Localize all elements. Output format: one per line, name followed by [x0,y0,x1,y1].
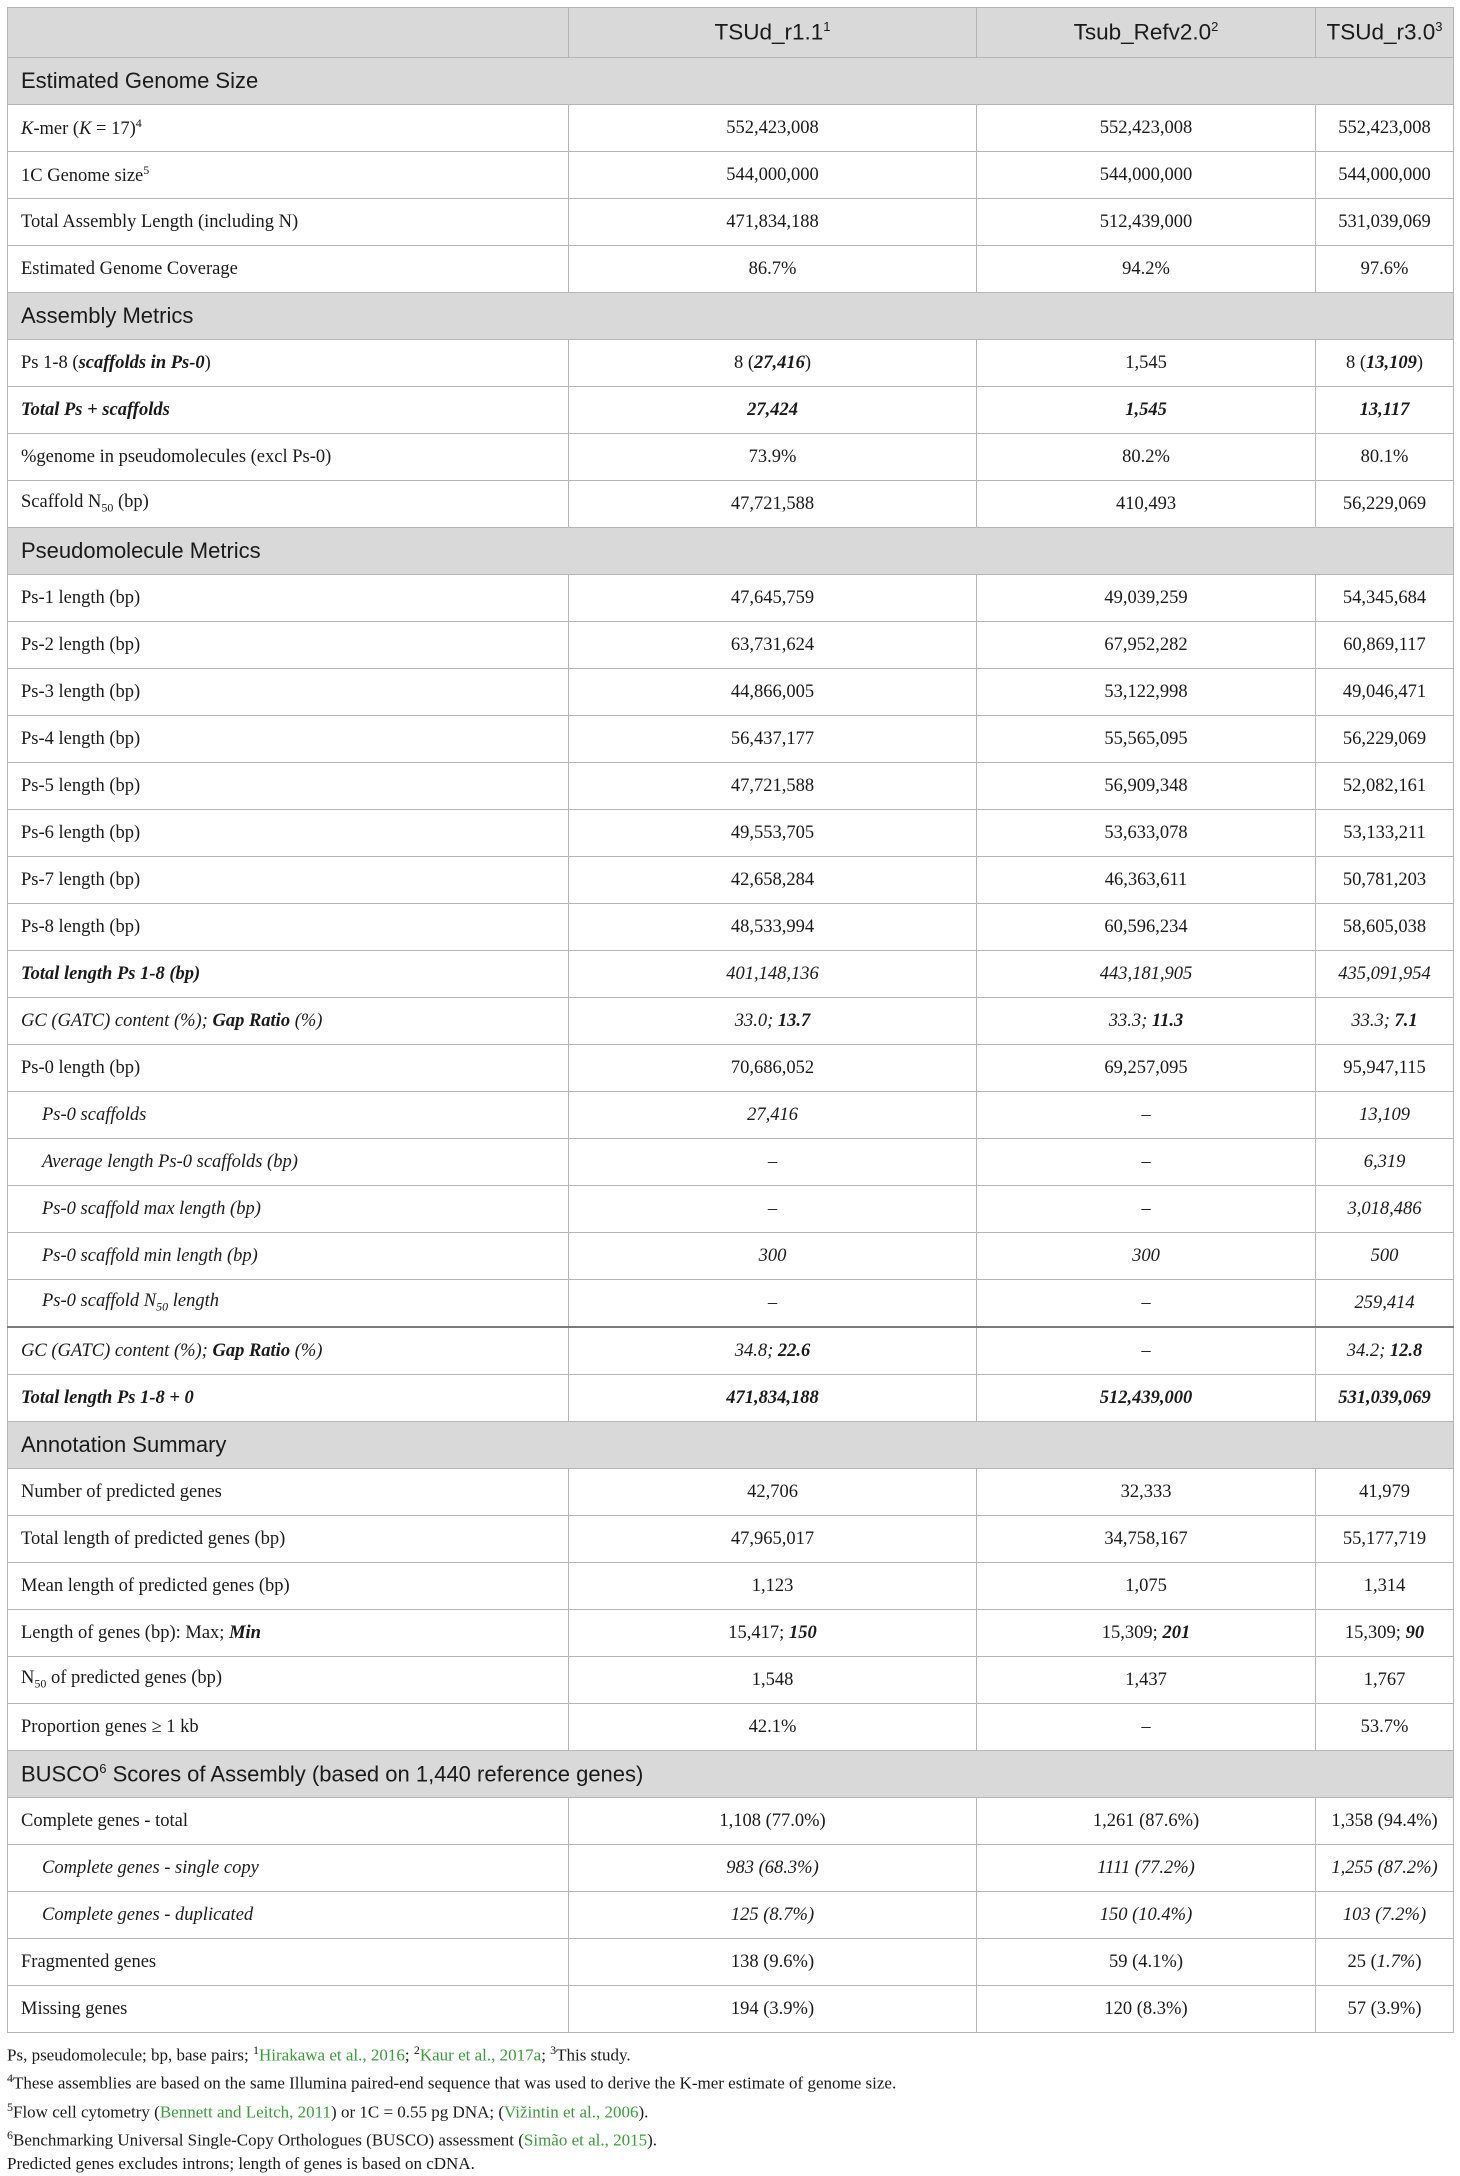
cell-tsud-r3: 1,314 [1316,1563,1454,1610]
table-row [8,1186,1454,1233]
table-row [8,1563,1454,1610]
cell-tsud-r1: 42,706 [569,1469,977,1516]
cell-tsud-r1: 1,108 (77.0%) [569,1798,977,1845]
section-busco-scores [8,1751,1454,1798]
value-part: 201 [1162,1622,1191,1643]
row-label: Total length Ps 1-8 (bp) [8,951,569,998]
row-label: Ps-4 length (bp) [8,716,569,763]
cell-tsud-r1: 194 (3.9%) [569,1986,977,2033]
cell-tsud-r1: 42,658,284 [569,857,977,904]
row-label: Total Assembly Length (including N) [8,199,569,246]
label-part: GC (GATC) content (%); [21,1010,213,1031]
table-row [8,716,1454,763]
cell-tsub-refv2: 67,952,282 [977,622,1316,669]
table-row [8,340,1454,387]
cell-tsud-r3 [1316,1610,1454,1657]
value-part: 13.7 [777,1010,811,1031]
cell-tsub-refv2: 32,333 [977,1469,1316,1516]
cell-tsub-refv2: 1,075 [977,1563,1316,1610]
row-label [8,1610,569,1657]
cell-tsud-r3: 500 [1316,1233,1454,1280]
table-container [7,7,1453,2176]
row-label: Complete genes - duplicated [8,1892,569,1939]
footnote-4 [7,2067,1453,2095]
row-label: Average length Ps-0 scaffolds (bp) [8,1139,569,1186]
label-part: = 17) [91,119,136,140]
cell-tsub-refv2: 55,565,095 [977,716,1316,763]
cell-tsud-r1: 471,834,188 [569,199,977,246]
section-assembly-metrics: Assembly Metrics [8,293,1454,340]
label-part: 50 [156,1299,169,1314]
label-part: 50 [34,1676,47,1691]
table-row [8,1610,1454,1657]
cell-tsub-refv2 [977,998,1316,1045]
citation-link[interactable]: Simão et al., 2015 [523,2130,648,2150]
row-label [8,340,569,387]
cell-tsud-r1: 300 [569,1233,977,1280]
section-row [8,1422,1454,1469]
cell-tsud-r1: 47,965,017 [569,1516,977,1563]
cell-tsud-r3: 80.1% [1316,434,1454,481]
footnote-text: ) or 1C = 0.55 pg DNA; ( [331,2102,505,2122]
footnote-ref: 6 [7,2127,13,2142]
table-row [8,1986,1454,2033]
footnote-text: ). [647,2130,658,2150]
citation-link[interactable]: Bennett and Leitch, 2011 [159,2102,332,2122]
footnote-6 [7,2124,1453,2152]
label-part: -mer ( [33,119,80,140]
cell-tsud-r3: 56,229,069 [1316,716,1454,763]
cell-tsub-refv2: 60,596,234 [977,904,1316,951]
header-tsud-r3-label: TSUd_r3.0 [1326,19,1436,45]
table-row [8,199,1454,246]
footnote-text: Flow cell cytometry ( [13,2102,160,2122]
cell-tsud-r3: 3,018,486 [1316,1186,1454,1233]
header-tsud-r1-label: TSUd_r1.1 [714,19,824,45]
table-row [8,246,1454,293]
cell-tsub-refv2: 1,261 (87.6%) [977,1798,1316,1845]
row-label: Complete genes - single copy [8,1845,569,1892]
value-part: 13,109 [1366,352,1417,373]
cell-tsud-r3: 103 (7.2%) [1316,1892,1454,1939]
cell-tsub-refv2: 69,257,095 [977,1045,1316,1092]
value-part: 150 [788,1622,817,1643]
cell-tsud-r1: 471,834,188 [569,1375,977,1422]
value-part: 7.1 [1394,1010,1418,1031]
cell-tsud-r3: 56,229,069 [1316,481,1454,528]
value-part: 90 [1405,1622,1425,1643]
table-row [8,1327,1454,1375]
value-part: 33.3; [1108,1010,1152,1031]
value-part: 33.3; [1351,1010,1395,1031]
row-label [8,1327,569,1375]
cell-tsub-refv2: 94.2% [977,246,1316,293]
row-label [8,105,569,152]
table-row [8,622,1454,669]
footnote-text: This study. [556,2045,631,2065]
cell-tsud-r3: 13,109 [1316,1092,1454,1139]
label-part: N [21,1668,35,1689]
table-row [8,1375,1454,1422]
cell-tsud-r3: 259,414 [1316,1280,1454,1328]
citation-link[interactable]: Vižintin et al., 2006 [504,2102,639,2122]
table-row [8,1939,1454,1986]
label-part: 50 [101,500,114,515]
value-part: 33.0; [734,1010,778,1031]
cell-tsud-r3 [1316,1327,1454,1375]
cell-tsub-refv2: 59 (4.1%) [977,1939,1316,1986]
cell-tsud-r1: 86.7% [569,246,977,293]
table-row [8,669,1454,716]
table-row [8,1892,1454,1939]
footnote-text: ). [638,2102,649,2122]
table-row [8,763,1454,810]
cell-tsub-refv2: 544,000,000 [977,152,1316,199]
header-row [8,8,1454,58]
row-label: Ps-8 length (bp) [8,904,569,951]
cell-tsud-r1: 44,866,005 [569,669,977,716]
label-part: K [79,119,92,140]
label-part: scaffolds in Ps-0 [78,352,205,373]
footnote-text: ; [404,2045,414,2065]
cell-tsub-refv2: – [977,1139,1316,1186]
row-label [8,998,569,1045]
cell-tsub-refv2 [977,1610,1316,1657]
footnote-ref: 1 [253,2043,259,2057]
footnote-ref: 5 [7,2099,13,2114]
label-part: Ps 1-8 ( [21,352,79,373]
row-label: Number of predicted genes [8,1469,569,1516]
footnote-ref: 4 [7,2071,13,2086]
row-label [8,1657,569,1704]
cell-tsud-r1: 48,533,994 [569,904,977,951]
cell-tsub-refv2: 80.2% [977,434,1316,481]
table-row [8,857,1454,904]
cell-tsud-r1: 63,731,624 [569,622,977,669]
table-row [8,1045,1454,1092]
row-label: Total Ps + scaffolds [8,387,569,434]
footnote-ref: 2 [1211,19,1219,35]
label-part: length [168,1291,219,1312]
cell-tsud-r1: 42.1% [569,1704,977,1751]
row-label: Ps-1 length (bp) [8,575,569,622]
cell-tsub-refv2: 512,439,000 [977,199,1316,246]
value-part: 8 ( [1345,352,1366,373]
cell-tsub-refv2: 49,039,259 [977,575,1316,622]
row-label [8,152,569,199]
cell-tsub-refv2: 410,493 [977,481,1316,528]
cell-tsud-r1: 73.9% [569,434,977,481]
cell-tsud-r3: 6,319 [1316,1139,1454,1186]
footnote-text: These assemblies are based on the same Illumina paired-end sequence that was used to derive the K-mer estimate of genome size. [13,2073,897,2093]
cell-tsub-refv2: 1,437 [977,1657,1316,1704]
cell-tsud-r3: 97.6% [1316,246,1454,293]
row-label: %genome in pseudomolecules (excl Ps-0) [8,434,569,481]
table-row [8,387,1454,434]
value-part: 22.6 [777,1340,811,1361]
table-row [8,575,1454,622]
row-label: Proportion genes ≥ 1 kb [8,1704,569,1751]
cell-tsud-r1 [569,340,977,387]
cell-tsud-r1: 47,721,588 [569,481,977,528]
table-row [8,1092,1454,1139]
cell-tsud-r3: 57 (3.9%) [1316,1986,1454,2033]
cell-tsub-refv2: 56,909,348 [977,763,1316,810]
label-part: ) [204,352,211,373]
cell-tsub-refv2: 34,758,167 [977,1516,1316,1563]
cell-tsub-refv2: – [977,1092,1316,1139]
label-part: Scores of Assembly (based on 1,440 reference genes) [106,1761,644,1787]
footnote-ref: 5 [143,162,150,177]
table-row [8,1280,1454,1328]
label-part: Ps-0 scaffold N [42,1291,157,1312]
cell-tsud-r3: 531,039,069 [1316,199,1454,246]
cell-tsub-refv2: 1111 (77.2%) [977,1845,1316,1892]
value-part: ) [1416,352,1424,373]
footnote-ref: 6 [99,1760,107,1776]
table-row [8,1469,1454,1516]
cell-tsub-refv2: 53,633,078 [977,810,1316,857]
header-tsud-r1 [569,8,977,58]
cell-tsud-r3: 53.7% [1316,1704,1454,1751]
cell-tsud-r3: 52,082,161 [1316,763,1454,810]
value-part: 34.2; [1346,1340,1390,1361]
row-label: Total length of predicted genes (bp) [8,1516,569,1563]
table-row [8,1139,1454,1186]
label-part: (%) [290,1010,323,1031]
cell-tsud-r3: 1,358 (94.4%) [1316,1798,1454,1845]
footnote-7: Predicted genes excludes introns; length of genes is based on cDNA. [7,2154,475,2173]
cell-tsud-r1: 1,548 [569,1657,977,1704]
label-part: of predicted genes (bp) [46,1668,223,1689]
cell-tsud-r1 [569,1610,977,1657]
cell-tsub-refv2: 1,545 [977,387,1316,434]
section-row [8,1751,1454,1798]
cell-tsud-r1: 56,437,177 [569,716,977,763]
cell-tsud-r1: – [569,1186,977,1233]
cell-tsud-r1: 47,645,759 [569,575,977,622]
cell-tsub-refv2: 552,423,008 [977,105,1316,152]
footnote-text: Ps, pseudomolecule; bp, base pairs; [7,2045,253,2065]
value-part: 15,309; [1344,1622,1406,1643]
cell-tsud-r3: 552,423,008 [1316,105,1454,152]
table-row [8,1704,1454,1751]
row-label [8,481,569,528]
cell-tsud-r1: 552,423,008 [569,105,977,152]
row-label: Ps-5 length (bp) [8,763,569,810]
cell-tsud-r1: 47,721,588 [569,763,977,810]
row-label: Total length Ps 1-8 + 0 [8,1375,569,1422]
value-part: ) [1415,1951,1422,1972]
cell-tsud-r1: – [569,1280,977,1328]
value-part: 8 ( [733,352,754,373]
cell-tsud-r1: 27,416 [569,1092,977,1139]
table-row [8,904,1454,951]
cell-tsud-r3: 95,947,115 [1316,1045,1454,1092]
header-blank [8,8,569,58]
value-part: 15,417; [728,1622,789,1643]
row-label: Ps-2 length (bp) [8,622,569,669]
value-part: 12.8 [1389,1340,1423,1361]
table-row [8,481,1454,528]
cell-tsub-refv2: 443,181,905 [977,951,1316,998]
row-label: Ps-3 length (bp) [8,669,569,716]
label-part: Gap Ratio [212,1340,291,1361]
cell-tsub-refv2: – [977,1186,1316,1233]
table-row [8,951,1454,998]
cell-tsud-r1: 27,424 [569,387,977,434]
cell-tsud-r1: 49,553,705 [569,810,977,857]
cell-tsud-r3: 50,781,203 [1316,857,1454,904]
table-footnotes [7,2039,1453,2176]
label-part: (%) [290,1340,323,1361]
table-row [8,810,1454,857]
cell-tsud-r3: 1,255 (87.2%) [1316,1845,1454,1892]
cell-tsud-r3: 13,117 [1316,387,1454,434]
section-row [8,58,1454,105]
section-genome-size: Estimated Genome Size [8,58,1454,105]
table-row [8,434,1454,481]
footnote-ref: 2 [413,2043,420,2057]
section-row [8,293,1454,340]
cell-tsud-r3: 60,869,117 [1316,622,1454,669]
row-label: Ps-7 length (bp) [8,857,569,904]
label-part: 1C Genome size [21,166,144,187]
row-label: Complete genes - total [8,1798,569,1845]
cell-tsud-r1: 1,123 [569,1563,977,1610]
cell-tsud-r1 [569,998,977,1045]
footnote-ref: 1 [823,19,831,35]
label-part: GC (GATC) content (%); [21,1340,213,1361]
cell-tsub-refv2: – [977,1327,1316,1375]
genome-assembly-table [7,7,1454,2033]
cell-tsud-r1 [569,1327,977,1375]
label-part: Scaffold N [21,492,102,513]
cell-tsub-refv2: 120 (8.3%) [977,1986,1316,2033]
value-part: 27,416 [754,352,805,373]
table-row [8,1233,1454,1280]
label-part: Gap Ratio [212,1010,291,1031]
cell-tsud-r1: 138 (9.6%) [569,1939,977,1986]
label-part: BUSCO [21,1761,100,1787]
row-label: Fragmented genes [8,1939,569,1986]
cell-tsud-r1: 544,000,000 [569,152,977,199]
table-row [8,998,1454,1045]
table-row [8,1516,1454,1563]
row-label [8,1280,569,1328]
cell-tsub-refv2: 46,363,611 [977,857,1316,904]
citation-link[interactable]: Hirakawa et al., 2016 [259,2045,405,2065]
footnote-5 [7,2096,1453,2124]
cell-tsud-r3: 435,091,954 [1316,951,1454,998]
value-part: 1.7% [1376,1951,1416,1972]
label-part: K [21,119,34,140]
footnote-ref: 3 [550,2043,557,2057]
cell-tsud-r3 [1316,1939,1454,1986]
cell-tsud-r3: 58,605,038 [1316,904,1454,951]
footnote-text: Benchmarking Universal Single-Copy Orthologues (BUSCO) assessment ( [13,2130,524,2150]
row-label: Ps-0 scaffold min length (bp) [8,1233,569,1280]
cell-tsub-refv2: 300 [977,1233,1316,1280]
cell-tsub-refv2: 150 (10.4%) [977,1892,1316,1939]
label-part: Min [229,1622,261,1643]
header-tsub-refv2 [977,8,1316,58]
row-label: Ps-6 length (bp) [8,810,569,857]
citation-link[interactable]: Kaur et al., 2017a [419,2045,542,2065]
cell-tsud-r3 [1316,998,1454,1045]
table-row [8,1845,1454,1892]
footnote-text: ; [541,2045,551,2065]
table-row [8,1657,1454,1704]
table-row [8,1798,1454,1845]
cell-tsud-r1: 401,148,136 [569,951,977,998]
value-part: 25 ( [1347,1951,1377,1972]
cell-tsub-refv2: 1,545 [977,340,1316,387]
cell-tsud-r1: 70,686,052 [569,1045,977,1092]
row-label: Ps-0 length (bp) [8,1045,569,1092]
cell-tsud-r1: 125 (8.7%) [569,1892,977,1939]
header-tsub-refv2-label: Tsub_Refv2.0 [1073,19,1212,45]
cell-tsub-refv2: 53,122,998 [977,669,1316,716]
table-row [8,105,1454,152]
value-part: 11.3 [1151,1010,1184,1031]
cell-tsub-refv2: – [977,1704,1316,1751]
footnote-ref: 3 [1435,19,1443,35]
cell-tsud-r1: – [569,1139,977,1186]
header-tsud-r3 [1316,8,1454,58]
cell-tsud-r3: 49,046,471 [1316,669,1454,716]
cell-tsud-r3: 54,345,684 [1316,575,1454,622]
value-part: ) [804,352,812,373]
cell-tsub-refv2: – [977,1280,1316,1328]
label-part: (bp) [113,492,149,513]
section-pseudomolecule-metrics: Pseudomolecule Metrics [8,528,1454,575]
section-row [8,528,1454,575]
label-part: Length of genes (bp): Max; [21,1622,230,1643]
cell-tsud-r3: 544,000,000 [1316,152,1454,199]
cell-tsud-r3: 53,133,211 [1316,810,1454,857]
cell-tsud-r3: 531,039,069 [1316,1375,1454,1422]
value-part: 34.8; [734,1340,778,1361]
section-annotation-summary: Annotation Summary [8,1422,1454,1469]
row-label: Mean length of predicted genes (bp) [8,1563,569,1610]
row-label: Missing genes [8,1986,569,2033]
cell-tsub-refv2: 512,439,000 [977,1375,1316,1422]
value-part: 15,309; [1101,1622,1163,1643]
cell-tsud-r3: 41,979 [1316,1469,1454,1516]
cell-tsud-r3: 55,177,719 [1316,1516,1454,1563]
footnote-ref: 4 [135,115,142,130]
row-label: Ps-0 scaffolds [8,1092,569,1139]
table-row [8,152,1454,199]
cell-tsud-r3 [1316,340,1454,387]
row-label: Ps-0 scaffold max length (bp) [8,1186,569,1233]
row-label: Estimated Genome Coverage [8,246,569,293]
cell-tsud-r1: 983 (68.3%) [569,1845,977,1892]
cell-tsud-r3: 1,767 [1316,1657,1454,1704]
footnote-abbreviations [7,2039,1453,2067]
